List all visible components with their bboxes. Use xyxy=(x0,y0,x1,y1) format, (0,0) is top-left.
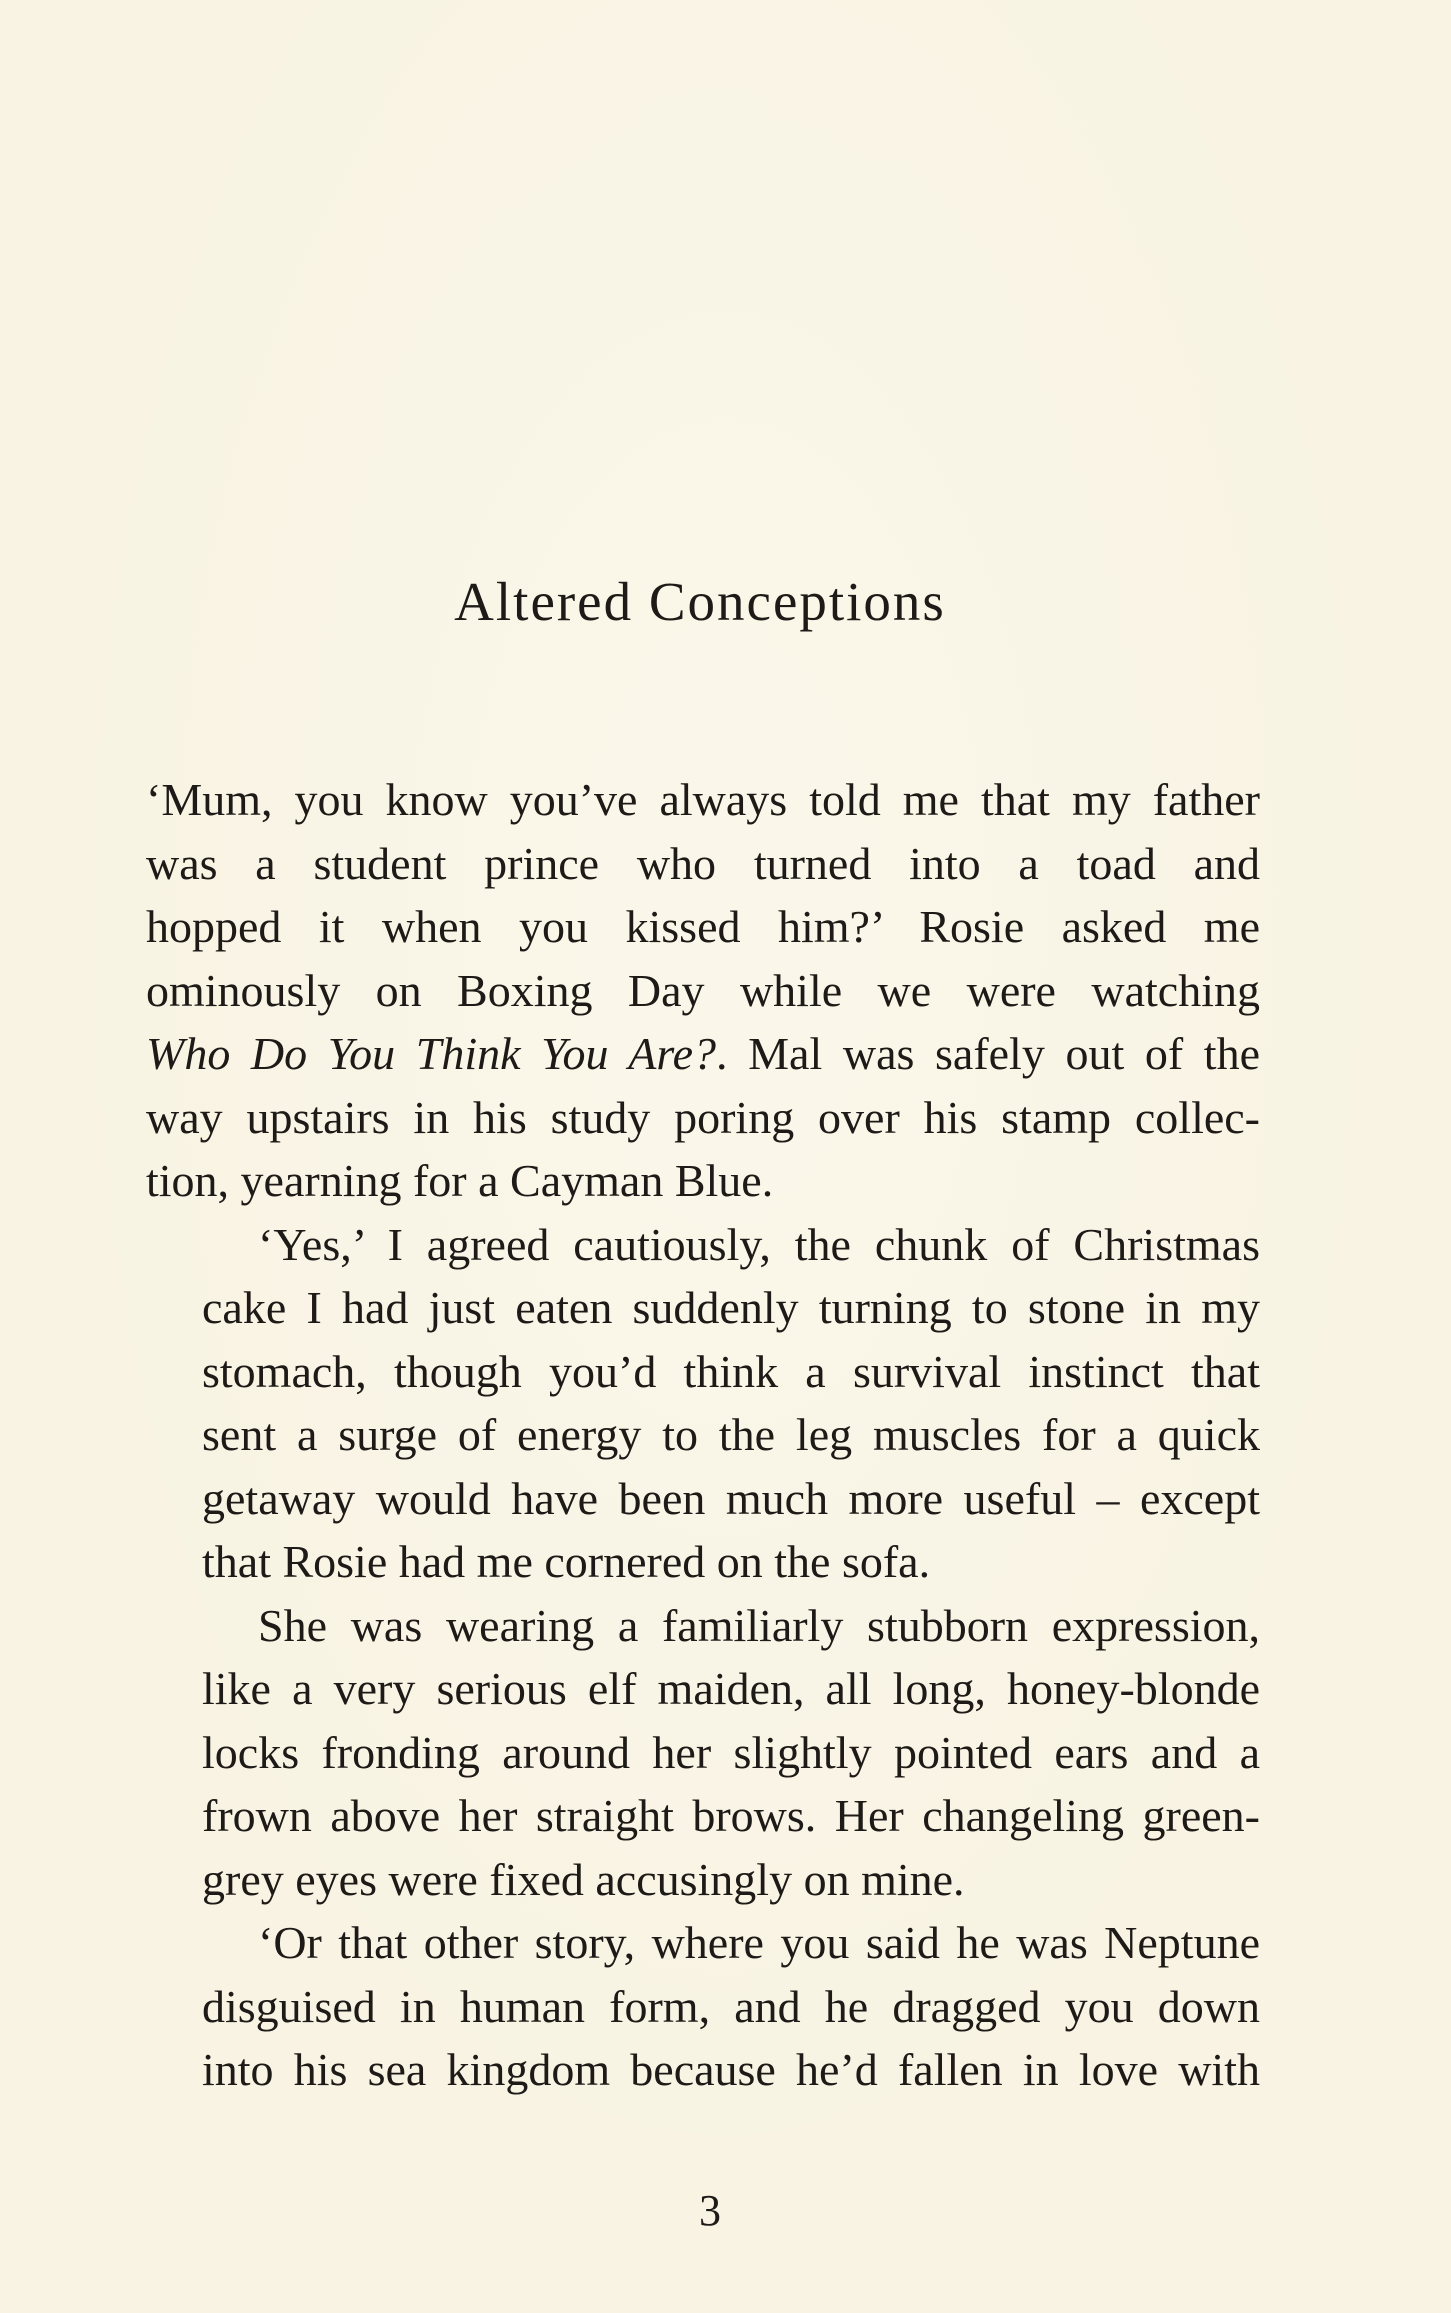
text-line: ‘Or that other story, where you said he was Neptune xyxy=(258,1917,1260,1968)
tv-show-title: Who Do You Think You Are? xyxy=(146,1028,717,1079)
text-line: tion, yearning for a Cayman Blue. xyxy=(146,1155,774,1206)
text-line: ‘Mum, you know you’ve always told me that my father xyxy=(146,774,1260,825)
text-line: hopped it when you kissed him?’ Rosie asked me xyxy=(146,901,1260,952)
text-fragment: . Mal was safely out of the xyxy=(716,1028,1260,1079)
text-line: stomach, though you’d think a survival instinct that xyxy=(202,1345,1260,1397)
text-line: ‘Yes,’ I agreed cautiously, the chunk of Christmas xyxy=(258,1218,1260,1270)
text-line: frown above her straight brows. Her changeling green- xyxy=(202,1790,1260,1841)
text-line: way upstairs in his study poring over his stamp collec- xyxy=(146,1091,1260,1143)
text-line: cake I had just eaten suddenly turning to stone in my xyxy=(202,1282,1260,1333)
paragraph-2 xyxy=(146,1213,1260,1594)
body-text xyxy=(146,768,1260,2102)
chapter-title: Altered Conceptions xyxy=(454,571,946,632)
page-number: 3 xyxy=(699,2186,721,2235)
paragraph-3 xyxy=(146,1594,1260,1912)
text-line: into his sea kingdom because he’d fallen in love with xyxy=(202,2044,1260,2095)
text-line: grey eyes were fixed accusingly on mine. xyxy=(202,1853,965,1905)
text-line: She was wearing a familiarly stubborn expression, xyxy=(258,1599,1260,1651)
text-line: locks fronding around her slightly pointed ears and a xyxy=(202,1726,1260,1778)
paragraph-4 xyxy=(146,1911,1260,2102)
text-line: like a very serious elf maiden, all long, honey-blonde xyxy=(202,1663,1260,1714)
text-line-with-title xyxy=(146,1022,1260,1086)
paragraph-1 xyxy=(146,768,1260,1213)
text-line: was a student prince who turned into a toad and xyxy=(146,837,1260,889)
text-line: disguised in human form, and he dragged you down xyxy=(202,1980,1260,2032)
text-line: getaway would have been much more useful – except xyxy=(202,1472,1260,1524)
text-line: sent a surge of energy to the leg muscles for a quick xyxy=(202,1409,1260,1460)
text-line: ominously on Boxing Day while we were watching xyxy=(146,964,1260,1016)
text-line: that Rosie had me cornered on the sofa. xyxy=(202,1536,931,1587)
